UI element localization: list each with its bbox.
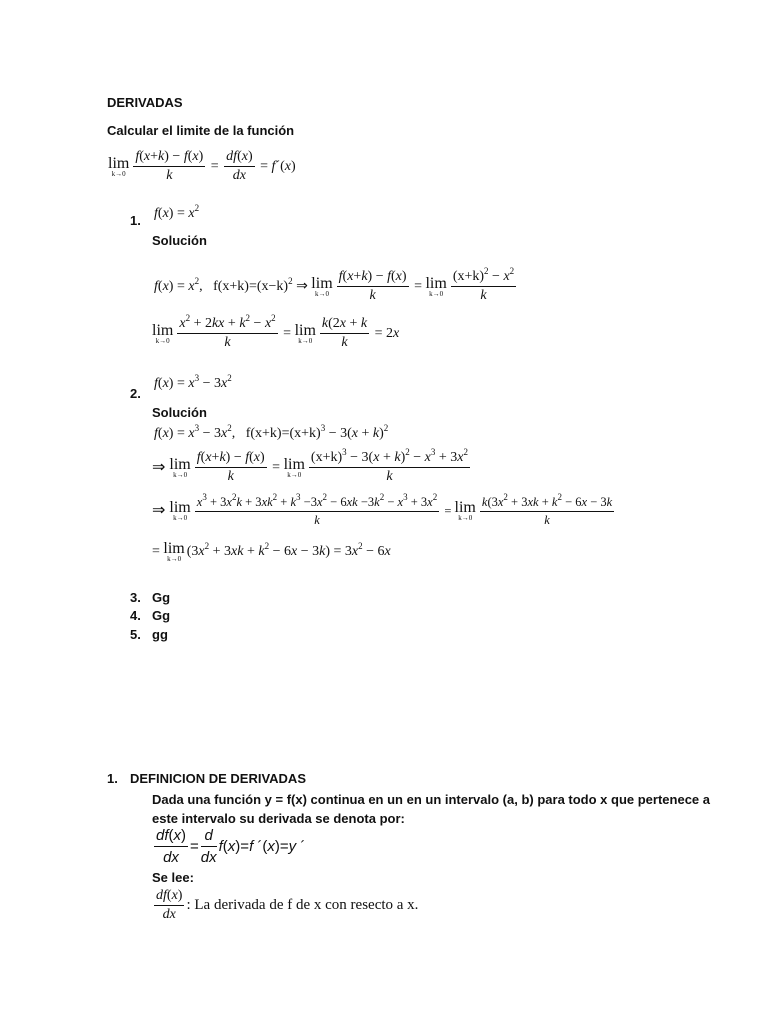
definition-number: 1.: [107, 771, 118, 786]
item-1-number: 1.: [130, 213, 141, 228]
solution-label-2: Solución: [152, 405, 207, 420]
derivative-notation-formula: $\frac{df(x)}{dx}$ = $\frac{d}{dx}$ f(x)=f ´(x)=y ´: [156, 827, 306, 866]
solution-label-1: Solución: [152, 233, 207, 248]
item-2-number: 2.: [130, 386, 141, 401]
item-5-text: gg: [152, 627, 168, 642]
solution-1-line-2: lim k→0 $\frac{x^2 + 2kx + k^2 - x^2}{k}$ = lim k→0 $\frac{k(2x + k}{k}$ = 2x: [152, 313, 400, 350]
item-3-text: Gg: [152, 590, 171, 605]
item-2-function: $f(x) = x^3 - 3x^2$: [154, 373, 232, 391]
intro-text: Calcular el limite de la función: [107, 123, 295, 138]
item-4-number: 4.: [130, 608, 141, 623]
definition-line-2: este intervalo su derivada se denota por:: [152, 811, 405, 826]
reading-formula: $\frac{df(x)}{dx}$ : La derivada de f de x con resecto a x.: [156, 888, 419, 922]
se-lee-label: Se lee:: [152, 870, 194, 885]
solution-2-line-4: = lim k→0 $(3x^2 + 3xk + k^2 - 6x - 3k) = 3x^2 - 6x$: [152, 540, 391, 563]
reading-text: : La derivada de f de x con resecto a x.: [186, 897, 419, 913]
item-3-number: 3.: [130, 590, 141, 605]
definition-line-1: Dada una función y = f(x) continua en un en un intervalo (a, b) para todo x que pertenece a: [152, 792, 710, 807]
solution-2-line-1: $f(x) = x^3 - 3x^2$, $f(x+k)=(x+k)^3 - 3(x + k)^2$: [154, 423, 389, 441]
solution-2-line-3: ⇒ lim k→0 $\frac{x^3 + 3x^2k + 3xk^2 + k^3 -3x^2 - 6xk -3k^2 - x^3 + 3x^2}{k}$ = lim k→0 $\frac{k(3x^2 + 3xk + k^2 - 6x - 3k}{k}$: [152, 492, 613, 527]
limit-definition-formula: lim k→0 $\frac{f(x+k) - f(x)}{k}$ = $\frac{df(x)}{dx}$ = f´(x): [108, 149, 296, 183]
item-5-number: 5.: [130, 627, 141, 642]
item-1-function: $f(x) = x^2$: [154, 203, 200, 221]
solution-1-line-1: $f(x) = x^2$, $f(x+k)=(x-k)^2$ ⇒ lim k→0 $\frac{f(x+k) - f(x)}{k}$ = lim k→0 $\frac{(x+k)^2 - x^2}{k}$: [154, 266, 515, 303]
solution-2-line-2: ⇒ lim k→0 $\frac{f(x+k) - f(x)}{k}$ = lim k→0 $\frac{(x+k)^3 - 3(x + k)^2 - x^3 + 3x^2}{k}$: [152, 447, 468, 484]
definition-heading: DEFINICION DE DERIVADAS: [130, 771, 306, 786]
doc-title: DERIVADAS: [107, 95, 183, 110]
item-4-text: Gg: [152, 608, 171, 623]
